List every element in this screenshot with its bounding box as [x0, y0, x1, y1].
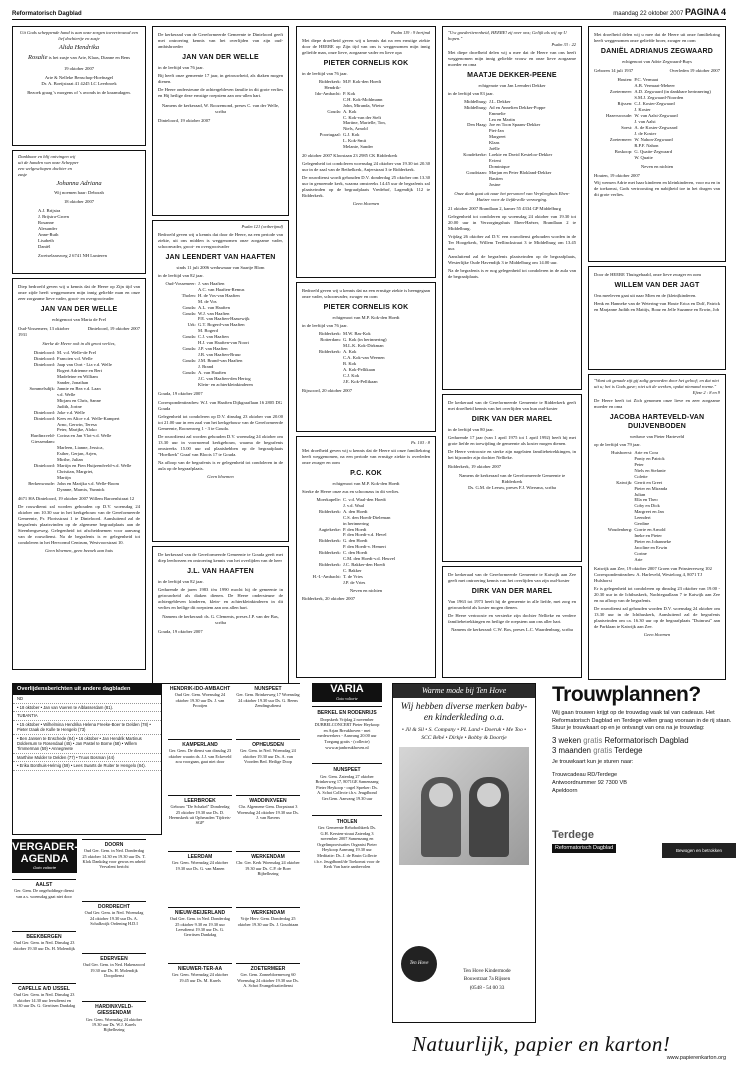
agenda-item: EDERVEEN Oud Ger. Gem. in Ned. Hakenzoord 19.30 uur Ds. H. Molendijk Doopdienst — [82, 953, 146, 978]
church-notice-van-der-marel-ridderkerk: De kerkeraad van de Gereformeerde Gemeente te Ridderkerk geeft met droefheid kennis van het overlijden van hun oud-koster DIRK VAN DER MAREL in de leeftijd van 80 jaar. Gedurende 17 jaar (van 1 april 1975 tot 1 april 1992) heeft hij met grote liefde en toewijding de gemeente als koster mogen dienen. De Heere vertrooste en sterke zijn nagelaten familiebetrekkingen, in het bijzonder zijn dochter Nellieke. Ridderkerk, 19 oktober 2007 Namens de kerkeraad van de Gereformeerde Gemeente te Ridderkerk Ds. G.M. de Leeuw, preses F.J. Wiersma, scriba — [442, 394, 582, 562]
obituary-line: ND — [13, 695, 161, 703]
death-notice-harteveld: "Want uit genade zijt gij zalig geworden door het geloof; en dat niet uit u; het is Gods gave; niet uit de werken, opdat niemand roeme." Efeze 2 : 8 en 9 De Heere heeft tot Zich genomen onze lieve en zeer zorgzame moeder en oma JACOBA HARTEVELD-VAN DUIJVENBODEN weduwe van Pieter Harteveld op de leeftijd van 79 jaar. Huisboerst: Arie en Cora Ponty en Patrick Peter Niels en Stefanie Colette Katwijk: Gerrit en Greet Pieter en Miranda Julian Ella en Theo Coby en Dick Margreet en Jan Leendert Gerdine Woudenberg: Corrie en Arnold Ineke en Pieter Pieter en Johanneke Jacoline en Erwin Corine Arie Katwijk aan Zee, 19 oktober 2007 Groen van Prinstererweg 102 Correspondentieadres: A. Harleveld, Westeloog 4, 8071 TJ Hulshorst Er is gelegenheid tot condoleren op dinsdag 23 oktober van 19.00 - 20.30 uur in de Ichthuskerk, Nachtegaallaan 7 te Katwijk aan Zee en na afloop van de begrafenis. De rouwdienst zal gehouden worden D.V. woensdag 24 oktober om 13.30 uur in de Ichthuskerk, Aansluitend zal de begrafenis plaatsvinden om ca. 16.30 uur op de begraafplaats "Duinrust" aan de Parklaan te Katwijk aan Zee. Geen bloemen — [588, 374, 726, 680]
family-row: J. Koster — [634, 106, 651, 112]
family-row: Dinteloord: Kees en Alice v.d. Welle-Kampert — [33, 415, 120, 421]
child-name: Alida Hendrika — [58, 43, 100, 51]
death-notice-pc-kok: Ps. 103 : 8 Met droefheid geven wij u kennis dat de Heere uit onze familiekring heeft weggenomen, na een periode van ernstige ziekte is overleden onze zwager en oom P.C. KOK echtgenoot van M.P. Kok-den Hoedt Sterke de Heere onze zus en schoonzus in dit verlies. Moerkapelle: C. v.d. Waal-den Hoedt J. v.d. Waal Ridderkerk: A. den Hoedt C.S. den Hoedt-Dieleman in herinnering Aagtekerke: P. den Hoedt P. den Hoedt-v.d. Hevel Ridderkerk: G. den Hoedt P. den Hoedt-v. Hemert Ridderkerk: C. den Hoedt C.M. den Hoedt-v.d. Heuvel Ridderkerk: J.C. Bakker-den Hoedt C. Bakker H.-I.-Ambacht: T. de Vries J.P. de Vries Neven en nichten Ridderkerk, 20 oktober 2007 — [296, 436, 436, 678]
family-row: Aagtekerke: P. den Hoedt — [318, 526, 367, 532]
family-row: Sander, Jonathan — [57, 379, 89, 385]
family-row: J. Brand — [198, 364, 214, 370]
family-row: Gouda: W.J. van Haaften — [182, 310, 230, 316]
obituary-line: • Erika Bonthuis-Helmig (59) • Lees Swarts de Ruiter te Hengelo (84). — [13, 762, 161, 770]
family-row: Dyanne, Marnix, Yunnick — [57, 487, 105, 493]
family-row: Hazerswoude: W. van Aalst-Zegwaard — [606, 112, 678, 118]
family-row: J.E. Kok-Pellikaan — [342, 378, 378, 384]
family-row: Julian — [634, 491, 646, 497]
paper-url: www.papierenkarton.org — [666, 1055, 726, 1061]
family-list — [18, 350, 140, 493]
family-row: Esther, Gerjan, Arjen, — [57, 451, 98, 457]
family-row: Houten: P.C. Vermaat — [617, 76, 659, 82]
list-item: J. Brijstra-Groen — [38, 214, 69, 220]
family-row: Dinteloord: Martijn en Fien Huijzendveld-v.d. Welle — [33, 463, 132, 469]
deceased-name: PIETER CORNELIS KOK — [323, 303, 409, 311]
column-3 — [296, 26, 436, 682]
family-row: Arno, Gerwin, Teresa — [57, 421, 97, 427]
family-row: Ridderkerk: M.P. Kok-den Hoedt — [319, 78, 381, 84]
family-row: Middelburg: Ad en Annelien Dekker-Poppe — [464, 104, 546, 110]
family-row: M. de Vos — [198, 298, 217, 304]
family-row: Leendert — [634, 515, 651, 521]
death-notice-zegwaard: Met droefheid delen wij u mee dat de Heere uit onze familiekring heeft weggenomen onze geliefde broer, zwager en oom DANIËL ADRIANUS ZEGWAARD echtgenoot van Adrie Zegwaard-Buys Geboren 14 juli 1937 Overleden 19 oktober 2007 Houten: P.C. Vermaat A.B. Vermaat-Mebeer Zoetermeer: A.D. Zegwaard (in dankbare herinnering) S.M.J. Zegwaard-Noorden Rijssen: C.J. Koster-Zegwaard J. Koster Hazerswoude: W. van Aalst-Zegwaard J. van Aalst Soest: A. de Koster-Zegwaard J. de Koster Zoetermeer: W. Nahon-Zegwaard R.P.F. Nahon Boskoop: G. Quaite-Zegwaard W. Quaite Neven en nichten Houten, 19 oktober 2007 Wij wensen Adrie met haar kinderen en kleinkinderen, voor nu en in de toekomst, Gods vertroosting en nabijheid toe in het dragen van dit grote verlies. — [588, 26, 726, 262]
deceased-name: DANIËL ADRIANUS ZEGWAARD — [600, 47, 714, 55]
family-row: Dominique — [488, 164, 510, 170]
family-row: Ido-Ambacht: P. Kok — [315, 90, 356, 96]
family-row: S.M.J. Zegwaard-Noorden — [634, 94, 684, 100]
column-2 — [152, 26, 289, 688]
family-row: Soest: A. de Koster-Zegwaard — [621, 124, 678, 130]
family-row: Katwijk: Gerrit en Greet — [616, 479, 663, 485]
death-notice-van-der-jagt: Door de HEERE Thuisgehaald, onze lieve zwager en oom WILLEM VAN DER JAGT Ons meeleven gaat uit naar Mien en de (klein)kinderen. Henk en Hanneke van de Wetering-van Houte Erica en Dolf, Patrick en Marjanne Judith en Mattijs, Boaz en Jelle Suzanne en Erwin, Job — [588, 266, 726, 370]
bewogen-banner: Bewogen en betrokken — [662, 843, 736, 858]
terdege-logo: Terdege Reformatorisch Dagblad — [552, 828, 616, 853]
family-row: Goudriaan: Marjan en Peter Blokland-Dekker — [466, 170, 552, 176]
agenda-item: NIEUWER-TER-AA Ger. Gem. Woensdag 24 oktober 19.45 uur Ds. M. Karels — [168, 963, 232, 983]
family-row: C.H. Kok-Mohlmann — [342, 96, 383, 102]
bottom-section — [12, 683, 732, 1061]
family-row: J. van Aalst — [634, 118, 656, 124]
family-row: Martijn — [57, 475, 71, 481]
family-list — [302, 497, 430, 587]
family-row: Piet-Jan — [488, 128, 504, 134]
page-date: maandag 22 oktober 2007 PAGINA 4 — [613, 7, 726, 18]
family-row: Ridderkerk: A. den Hoedt — [319, 508, 368, 514]
family-row: P. den Hoedt-v.d. Hevel — [342, 532, 387, 538]
family-row: A.C. van Haaften-Remus — [198, 286, 245, 292]
family-row: Niels, Arnold — [342, 126, 368, 132]
family-row: Mirthe, Julian — [57, 457, 83, 463]
death-notice-kok: Psalm 119 : 9 berijmd Met diepe droefheid geven wij u kennis dat na een ernstige ziekte door de HEERE op Zijn tijd van ons is weggenomen mijn innig geliefde man, onze lieve, zorgzame vader en lieve opa PIETER CORNELIS KOK in de leeftijd van 76 jaar. Ridderkerk: M.P. Kok-den Hoedt Hendrik- Ido-Ambacht: P. Kok C.H. Kok-Mohlmann John, Miranda, Wietse Gouda: A. Kok C. Kok-van der Stelt Martine, Marielle, Ton, Niels, Arnold Poortugaal: G.J. Kok L. Kok-Smit Melanie, Sander 20 oktober 2007 Kloostaan 23 2985 CK Ridderkerk Gelegenheid tot condoleren woensdag 24 oktober van 19.30 tot 20.30 uur in de zaal van de Bethelkerk, Anjerstraat 3 te Ridderkerk. De rouwdienst wordt gehouden D.V. donderdag 25 oktober om 13.30 uur in genoemde kerk, waarna omstreeks 14.45 uur de begrafenis zal plaatsvinden op de begraafplaats Vredehof, Lagendijk 112 te Ridderkerk. Geen bloemen — [296, 26, 436, 278]
family-row: Emmelie — [488, 110, 506, 116]
family-row: J.B. van Haaften-Bruur — [198, 352, 241, 358]
list-item: A.J. Brijstra — [38, 208, 61, 214]
agenda-item: DOORN Oud Ger. Gem. in Ned. Donderdag 25 oktober 14.30 en 19.30 uur Ds. T. Klok Dankdag voor gewas en arbeid Vervalent bericht — [82, 839, 146, 870]
family-row: P. den Hoedt-v. Hemert — [342, 544, 386, 550]
family-row: R.P.F. Nahon — [634, 142, 659, 148]
family-row: Tholen: H. de Vos-van Haaften — [181, 292, 240, 298]
family-row: Gouda: A.L. van Haaften — [182, 304, 230, 310]
family-row: Madeleine en William — [57, 373, 98, 379]
ten-hove-logo: Ten Hove — [401, 946, 437, 982]
agenda-item: WERKENDAM Vrije Herv. Gem. Donderdag 25 oktober 19.30 uur Ds. J. Goudriaan — [236, 907, 300, 927]
column-4 — [442, 26, 582, 682]
church-notice-van-haaften: De kerkeraad van de Gereformeerde Gemeente te Gouda geeft met diep leedwezen en ontroering kennis van het overlijden van de heer J.L. VAN HAAFTEN in de leeftijd van 82 jaar. Gedurende de jaren 1983 t/m 1990 mocht hij de gemeente in getrouwheid als diaken dienen. De Heere ondersteune de achtergebleven kinderen, klein- en achterkleinkinderen in dit verlies en heilige dit roepstem aan ons allen hart. Namens de kerkeraad: ds. G. Clements, preses J.P. van der Bas, scriba Gouda, 19 oktober 2007 — [152, 546, 289, 684]
birth-notice-johanna: Dankbaar en blij ontvingen wij uit de handen van onze Schepper een welgeschapen dochter en zusje Johanna Adriana Wij noemen haar: Deborah 18 oktober 2007 A.J. Brijstra J. Brijstra-Groen Rosanne Alexander Anne-Ruth Lisabeth Daniël Zwetselaarsweg 2 6741 NH Lunteren — [12, 150, 146, 274]
family-row: Christian, Margriet, — [57, 469, 94, 475]
agenda-item: DORDRECHT Oud Ger. Gem. in Ned. Woensdag 24 oktober 19.30 uur Ds. A. Schalkwijk Ordening H.D.I — [82, 901, 146, 926]
varia-section: VARIA Goto voltorte BERKEL EN RODENRIJS Dorpskerk Vrijdag 2 november DUBBELCONCERT Pieter Heykoop en Arjan Breukhoven - met medewerkers - Aanvang 20.00 uur Toegang gratis - (collecte) www.arjanbreukhoven.nl NUNSPEET Ger. Gem. Zaterdag 27 oktober Brinkerweg 17, 8071GE Samenzang Pieter Heykoop - orgel Spreker: Ds. A. Schot Collecte t.b.v. Jeugdbond Ger.Gem. Aanvang 19.30 uur THOLEN Ger. Gemeente Rehobothkerk Ds. G.H. Kersten-straat Zaterdag 3 november 2007 Samenzang en Orgelimprovisaties Organist Pieter Heykoop Aanvang 19.30 uur Meditatie: Ds. J. de Bruin Collecte t.b.v. Jeugdbond/de Toekomst voor de Kerk Van harte aanbevolen — [312, 683, 382, 1023]
family-row: Margreet — [488, 134, 506, 140]
deceased-name: DIRK VAN DER MAREL — [471, 587, 553, 595]
family-row: Dinteloord: Francien v.d. Welle — [33, 355, 93, 361]
family-row: A. Kok-Pellikaan — [342, 366, 376, 372]
agenda-item: HENDRIK-IDO-AMBACHT Oud Ger. Gem. Woensdag 24 oktober 19.30 uur Ds. J. van Prooijen — [168, 683, 232, 708]
family-row: Ridderkerk: J.C. Bakker-den Hoedt — [319, 562, 385, 568]
varia-item: NUNSPEET Ger. Gem. Zaterdag 27 oktober Brinkerweg 17, 8071GE Samenzang Pieter Heykoop - orgel Spreker: Ds. A. Schot Collecte t.b.v. Jeugdbond Ger.Gem. Aanvang 19.30 uur — [312, 763, 382, 804]
obituary-line: • Ben Jansen te Enschede (84) • 16 oktober • Jan Hendrik Martinus Doldersum te Rosendaal (45) • Jan Pastel te Borne (58) • Willem Timmerman (59) • Annegreete — [13, 735, 161, 754]
family-row: P.E. van Haaften-Haasewijk — [198, 316, 250, 322]
list-item: Lisabeth — [38, 238, 54, 244]
family-row: Moerkapelle: C. v.d. Waal-den Hoedt — [316, 496, 386, 502]
death-notice-kok-family: Bedroefd geven wij u kennis dat na een ernstige ziekte is heengegaan onze vader, schoonvader, zwager en oom PIETER CORNELIS KOK echtgenoot van M.P. Kok-den Hoedt in de leeftijd van 76 jaar. Ridderkerk: M.W. Bas-Kok Rotterdam: G. Kok (in herinnering) M.L.K. Kok-Dirkman Ridderkerk: A. Kok C.A. Kok-van Weenen B. Kok A. Kok-Pellikaan C.J. Kok J.E. Kok-Pellikaan Rijssoord, 20 oktober 2007 — [296, 282, 436, 432]
family-row: C. Bakker — [342, 568, 362, 574]
family-row: Corine — [634, 551, 647, 557]
family-row: Koudekerke: Loekie en David Kesteloo-Dekker — [463, 152, 553, 158]
list-item: Daniël — [38, 244, 51, 250]
paper-slogan: Natuurlijk, papier en karton! — [412, 1032, 671, 1056]
family-row: Bogert Adrienne en Bert — [57, 367, 103, 373]
family-row: Josine — [488, 182, 501, 188]
family-row: Ineke en Pieter — [634, 533, 662, 539]
family-row: Judith, Jorine — [57, 403, 82, 409]
ten-hove-advertisement: Warme mode bij Ten Hove Wij hebben diverse merken baby- en kinderkleding o.a. • Jil & Sil • S. Company • PL Land • Doeruk • Me Too • SCC Bébé • Dirkje • Bobby & Doortje Ten Hove Ten Hove Kindermode Bouwstraat 7a Rijssen (0548 - 54 00 33 — [392, 683, 536, 1023]
agenda-item: LEERDAM Ger. Gem. Woensdag 24 oktober 19.30 uur Ds. G. van Manen — [168, 851, 232, 871]
family-row: Lea en Martin — [488, 116, 515, 122]
family-row: Melanie, Sander — [342, 144, 374, 150]
child-name: Johanna Adriana — [56, 179, 102, 187]
family-row: Joëlle — [488, 146, 500, 152]
family-row: John, Miranda, Wietse — [342, 102, 385, 108]
family-row: H.J. van Haaften-van Noort — [198, 340, 249, 346]
family-row: Pieter en Miranda — [634, 485, 668, 491]
birth-notice-alida: Uit Gods scheppende hand is aan onze zorgen toevertrouwd een lief dochtertje en zusje Alida Hendrika Rosalie is het zusje van Arie, Klaas, Dianne en Bens 19 oktober 2007 Arie & Nelleke Benschop-Hoefnagel Dr. A. Boeijstraat 41 4245 LC Leerbroek Bezoek graag 's morgens of 's avonds in de kraamdagen. — [12, 26, 146, 146]
family-row: Ponty en Patrick — [634, 455, 665, 461]
death-notice-van-der-welle: Diep bedroefd geven wij u kennis dat de Heere op Zijn tijd van onze zijde heeft weggenomen mijn innig geliefde man en onze zeer zorgzame lieve vader, groot- en overgrootvader JAN VAN DER WELLE echtgenoot van Maria de Frel Oud-Vossemeer, 13 oktober 1931 Dinteloord, 19 oktober 2007 Sterke de Heere ook in dit groot verlies, Dinteloord: M. v.d. Welle-de Frel Dinteloord: Francien v.d. Welle Dinteloord: Jaap van Oort - Lia v.d. Welle Bogert Adrienne en Bert Madeleine en William Sander, Jonathan Sommelsdijk: Jannie en Bea v.d. Laan v.d. Welle Mirjam en Chris, Sanne Judith, Jorine Dinteloord: Joke v.d. Welle Dinteloord: Kees en Alice v.d. Welle-Kampert Arno, Gerwin, Teresa Peter, Marijke, Aloko Hardinxveld-Giessendam: Corina en Jan Vlot-v.d. Welle Marleen, Lianne, Jessica, Esther, Gerjan, Arjen, Mirthe, Julian Dinteloord: Martijn en Fien Huijzendveld-v.d. Welle Christian, Margriet, Martijn Berkenwoude: John en Marijka v.d. Welle-Boom Dyanne, Marnix, Yunnick 4671 HA Dinteloord, 19 oktober 2007 Willem Baroenlstraat 12 De rouwdienst zal worden gehouden op D.V. woensdag 24 oktober om 10.30 uur in het kerkgebouw van de Gereformeerde Gemeente, Pr. Florisstraat 1 te Dinteloord. Aansluitend zal de begrafenis plaatsvinden op de algemene begraafplaats aan de Steenbergseweg. Gelegenheid tot afscheidnemen voor aanvang van de rouwdienst. Na de begrafenis is er gelegenheid tot condoleren in het Hervormd Centrum, Westvoorstraat 10. Geen bloemen, geen bezoek aan huis — [12, 278, 146, 670]
family-row: Bastien — [488, 176, 503, 182]
family-names — [18, 208, 140, 250]
ad-title: Trouwplannen? — [552, 683, 701, 706]
death-notice-van-haaften: Psalm 121 (ortberijmd) Bedroefd geven wij u kennis dat door de Heere, na een periode van ziekte, uit ons midden is weggenomen onze zorgzame vader, schoonvader, groot- en overgrootvader JAN LEENDERT VAN HAAFTEN sinds 11 juli 2006 weduwnaar van Saartje Blom in de leeftijd van 82 jaar. Oud-Vossemeer: J. van Haaften A.C. van Haaften-Remus Tholen: H. de Vos-van Haaften M. de Vos Gouda: A.L. van Haaften Gouda: W.J. van Haaften P.E. van Haaften-Haasewijk Urk: G.T. Bogerd-van Haaften M. Bogerd Gouda: C.J. van Haaften H.J. van Haaften-van Noort Gouda: J.P. van Haaften J.B. van Haaften-Bruur Gouda: J.M. Brand-van Haaften J. Brand Gouda: A. van Haaften J.C. van Haaften-den Hertog Klein- en achterkleinkinderen Gouda, 19 oktober 2007 Correspondentieadres: W.J. van Haaften Dijkgraaflaan 16 2805 DG Gouda Gelegenheid tot condoleren op D.V. dinsdag 23 oktober van 20.00 tot 21.00 uur in een zaal van het kerkgebouw van de Gereformeerde Gemeente, Roosenweg 1 - 3 te Gouda. De rouwdienst zal worden gehouden D.V. woensdag 24 oktober om 13.30 uur in voornoemd kerkgebouw, waarna de begrafenis omstreeks 15.00 uur zal plaatshebben op de begraafplaats "Hoefkerk" Graaf van Bloois 17 te Gouda. Na afloop van de begrafenis is er gelegenheid tot condoleren in de aula op de begraafplaats. Geen bloemen — [152, 220, 289, 542]
family-list — [594, 450, 720, 563]
family-row: Poortugaal: G.J. Kok — [319, 132, 360, 138]
deceased-name: JAN VAN DER WELLE — [182, 53, 259, 61]
family-row: Pieter en Johanneke — [634, 539, 672, 545]
family-row: Berkenwoude: John en Marijka v.d. Welle-Boom — [28, 481, 120, 487]
family-row: Colette — [634, 473, 648, 479]
family-row: Martine, Marielle, Ton, — [342, 120, 386, 126]
family-row: Dinteloord: Jaap van Oort - Lia v.d. Welle — [33, 361, 112, 367]
family-row: Rijssen: C.J. Koster-Zegwaard — [617, 100, 675, 106]
family-row: B. Kok — [342, 360, 357, 366]
family-row: Rotterdam: G. Kok (in herinnering) — [320, 336, 387, 342]
family-row: Gouda: A. van Haaften — [182, 370, 226, 376]
family-list — [448, 99, 576, 189]
family-row: J. de Koster — [634, 130, 657, 136]
family-list — [302, 331, 430, 385]
deceased-name: JAN LEENDERT VAN HAAFTEN — [165, 253, 276, 261]
family-row: Ella en Theo — [634, 497, 658, 503]
family-row: Hendrik- — [324, 84, 341, 90]
family-row: Ridderkerk: M.W. Bas-Kok — [319, 330, 371, 336]
agenda-item: BEEKBERGEN Oud Ger. Gem. in Ned. Dinsdag 23 oktober 19.30 uur Ds. H. Molendijk — [12, 931, 76, 951]
family-row: L. Kok-Smit — [342, 138, 367, 144]
family-row: Ridderkerk: A. Kok — [319, 348, 357, 354]
obituary-line: • 18 oktober • Jan van Vueren te Alblasserdam (81). — [13, 704, 161, 712]
agenda-item: KAMPERLAND Ger. Gem. De dienst van dinsdag 23 oktober waarin ds. J.J. van Eckeveld zou voorgaan, gaat niet door — [168, 739, 232, 764]
trouwplannen-advertisement: Trouwplannen? Wij gaan trouwen krijgt op de trouwdag vaak tal van cadeaus. Het Reformatorisch Dagblad en Terdege willen graag vooraan in de rij staan. Stuur je trouwkaart op en je ontvangt van ons na je trouwdag: 3 weken gratis Reformatorisch Dagblad 3 maanden gratis Terdege Je trouwkaart kun je sturen naar: Trouwcadeau RD/Terdege Antwoordnummer 92 7300 VB Apeldoorn — [548, 683, 738, 861]
agenda-item: LEERBROEK Gebouw "De Schakel" Donderdag 25 oktober 19.30 uur Ds. D. Heemskerk uit Opheusden 'Tijdreis-SGP' — [168, 795, 232, 826]
agenda-item: ZOETERMEER Ger. Gem. Zonnebloemeweg 60 Woensdag 24 oktober 19.30 uur Ds. A. Schot Evangelisatiedienst — [236, 963, 300, 988]
family-row: J.C. van Haaften-den Hertog — [198, 376, 251, 382]
family-row: Ridderkerk: G. den Hoedt — [319, 538, 368, 544]
family-row: Evieni — [488, 158, 501, 164]
family-row: Jacoline en Erwin — [634, 545, 668, 551]
obituary-line: • 15 oktober • Wilhelmina Hendrika Helena Freeke-Boer te Delden (78) • Pieter Izaak de Kulle te Hengelo (73) — [13, 721, 161, 735]
family-row: Margreet en Jan — [634, 509, 664, 515]
family-row: Peter, Marijke, Aloko — [57, 427, 97, 433]
section-title: Overlijdensberichten uit andere dagbladen — [13, 684, 161, 695]
list-item: Rosanne — [38, 220, 54, 226]
deceased-name: P.C. KOK — [350, 469, 382, 477]
agenda-item: AALST Ger. Gem. De ongeholdinge dienst van a.s. woensdag gaat niet door — [12, 879, 76, 899]
family-row: C.M. den Hoedt-v.d. Heuvel — [342, 556, 396, 562]
deceased-name: WILLEM VAN DER JAGT — [614, 281, 700, 289]
deceased-name: MAATJE DEKKER-PEENE — [467, 71, 557, 79]
obituary-line: Marthine Mulder te Delden (77) • Truus Bosman (44) — [13, 754, 161, 762]
family-row: Mirjam en Chris, Sanne — [57, 397, 101, 403]
family-row: Woudenberg: Corrie en Arnold — [607, 527, 666, 533]
family-row: W. Quaite — [634, 154, 653, 160]
family-row: Gouda: C.J. van Haaften — [182, 334, 229, 340]
family-row: H.-I.-Ambacht: T. de Vries — [312, 574, 363, 580]
church-notice-van-der-welle: De kerkeraad van de Gereformeerde Gemeente te Dinteloord geeft met ontroering kennis van het overlijden van zijn oud-ambtsbroeder JAN VAN DER WELLE in de leeftijd van 76 jaar. Bij heeft onze gemeente 17 jaar, in getrouwheid, als diaken mogen dienen. De Heere ondersteune de achtergebleven familie in dit grote verlies en Hij heilige deze ernstige roepstem aan ons-allen hart. Namens de kerkeraad, W. Roozemond, preses C. van der Welle, scriba Dinteloord, 19 oktober 2007 — [152, 26, 289, 216]
agenda-item: OPHEUSDEN Ger. Gem. in Ned. Woensdag 24 oktober 19.30 uur Ds. A. van Voorden Bed. Heilige Doop — [236, 739, 300, 764]
family-row: v.d. Welle — [57, 391, 76, 397]
family-row: Coby en Dick — [634, 503, 660, 509]
family-row: Gouda: J.M. Brand-van Haaften — [182, 358, 243, 364]
family-row: Hardinxveld-Giessendam: Corina en Jan Vlot-v.d. Welle — [30, 433, 112, 445]
family-row: Middelburg: J.L. Dekker — [464, 98, 511, 104]
family-row: Marleen, Lianne, Jessica, — [57, 445, 104, 451]
family-row: C.J. Kok — [342, 372, 360, 378]
family-row: Huisboerst: Arie en Cora — [611, 449, 659, 455]
deceased-name: J.L. VAN HAAFTEN — [187, 567, 254, 575]
family-row: Dinteloord: M. v.d. Welle-de Frel — [33, 349, 97, 355]
family-row: Sommelsdijk: Jannie en Bea v.d. Laan — [29, 385, 101, 391]
family-row: C.A. Kok-van Weenen — [342, 354, 385, 360]
agenda-item: NUNSPEET Ger. Gem. Brinkerweg 17 Woensdag 24 oktober 19.30 uur Ds. G. Beens Zendingsdienst — [236, 683, 300, 708]
family-row: Peter — [634, 461, 644, 467]
agenda-item: NIEUW-BEIJERLAND Oud Ger. Gem. in Ned. Donderdag 25 oktober 9.30 en 19.30 uur Leesdienst 19.30 uur Ds. G. Gerritsen Dankdag — [168, 907, 232, 938]
nickname: Rosalie — [27, 54, 48, 62]
paper-name: Reformatorisch Dagblad — [12, 11, 82, 18]
family-row: Gouda: J.P. van Haaften — [182, 346, 228, 352]
family-row: M.L.K. Kok-Dirkman — [342, 342, 384, 348]
family-list — [158, 281, 283, 388]
church-notice-van-der-marel-katwijk: De kerkeraad van de Gereformeerde Gemeente te Katwijk aan Zee geeft met ontroering kennis van het overlijden van zijn oud-koster DIRK VAN DER MAREL Van 1963 tot 1973 heeft hij de gemeente in alle liefde, met zorg en getrouwheid als koster mogen dienen. De Heere vertrooste en versterke zijn dochter Nellieke en verdere familiebetrekkingen en heilige de roepstem aan ons aller hart. Namens de kerkeraad: C.W. Bos, preses L.C. Waardenburg, scriba — [442, 566, 582, 678]
family-row: Klein- en achterkleinkinderen — [198, 382, 253, 388]
varia-item: BERKEL EN RODENRIJS Dorpskerk Vrijdag 2 november DUBBELCONCERT Pieter Heykoop en Arjan Breukhoven - met medewerkers - Aanvang 20.00 uur Toegang gratis - (collecte) www.arjanbreukhoven.nl — [312, 706, 382, 753]
deceased-name: PIETER CORNELIS KOK — [323, 59, 409, 67]
family-row: in herinnering — [342, 520, 369, 526]
obituaries-other-papers — [12, 683, 162, 835]
family-row: Dinteloord: Joke v.d. Welle — [33, 409, 85, 415]
deceased-name: JAN VAN DER WELLE — [40, 305, 118, 313]
family-row: Niels en Stefanie — [634, 467, 666, 473]
verse: Uit Gods scheppende hand is aan onze zorgen toevertrouwd een lief dochtertje en zusje — [20, 30, 138, 41]
family-row: Klaas — [488, 140, 500, 146]
deceased-name: DIRK VAN DER MAREL — [471, 415, 553, 423]
agenda-item: HARDINXVELD-GIESSENDAM Ger. Gem. Woensdag 24 oktober 19.30 uur Ds. W.J. Karels Bijbellezing — [82, 1001, 146, 1033]
family-row: J. v.d. Waal — [342, 502, 365, 508]
agenda-item: WERKENDAM Chr. Ger. Kerk Woensdag 24 oktober 19.30 uur Ds. C.P. de Boer Bijbellezing — [236, 851, 300, 876]
family-row: A.B. Vermaat-Mebeer — [634, 82, 675, 88]
list-item: Anne-Ruth — [38, 232, 59, 238]
deceased-name: JACOBA HARTEVELD-VAN DUIJVENBODEN — [609, 413, 705, 430]
family-row: Gerdine — [634, 521, 650, 527]
family-row: Boskoop: G. Quaite-Zegwaard — [614, 148, 673, 154]
varia-item: THOLEN Ger. Gemeente Rehobothkerk Ds. G.H. Kersten-straat Zaterdag 3 november 2007 Samenzang en Orgelimprovisaties Organist Pieter Heykoop Aanvang 19.30 uur Meditatie: Ds. J. de Bruin Collecte t.b.v. Jeugdbond/de Toekomst voor de Kerk Van harte aanbevolen — [312, 815, 382, 873]
family-row: C.S. den Hoedt-Dieleman — [342, 514, 391, 520]
family-list — [302, 79, 430, 151]
family-row: Zoetermeer: W. Nahon-Zegwaard — [609, 136, 673, 142]
column-1 — [12, 26, 146, 674]
obituary-line: TUBANTIA — [13, 712, 161, 720]
family-row: Den Haag: Joe en Toon Spaans-Dekker — [467, 122, 541, 128]
family-row: C. Kok-van der Stelt — [342, 114, 381, 120]
agenda-item: WADDINXVEEN Chr. Algemene Gem. Dorpstraat 3 Woensdag 24 oktober 19.30 uur Ds. J. van Ravens — [236, 795, 300, 820]
family-row: Urk: G.T. Bogerd-van Haaften — [187, 322, 245, 328]
death-notice-dekker-peene: "Uw goedertierenheid, HEERE! zij over ons; Gelijk als wij op U hopen." Psalm 33 : 22 Met diepe droefheid delen wij u mee dat de Heere van ons heeft weggenomen mijn innig geliefde vrouw en onze lieve zorgzame moeder en oma MAATJE DEKKER-PEENE echtgenote van Jan Leendert Dekker in de leeftijd van 83 jaar. Middelburg: J.L. Dekker Middelburg: Ad en Annelien Dekker-Poppe Emmelie Lea en Martin Den Haag: Joe en Toon Spaans-Dekker Piet-Jan Margreet Klaas Joëlle Koudekerke: Loekie en David Kesteloo-Dekker Evieni Dominique Goudriaan: Marjan en Peter Blokland-Dekker Bastien Josine Onze dank gaat uit naar het personeel van Verpleeghuis Eben-Haëzer voor de liefdevolle verzorging. 21 oktober 2007 Brandlaan 2, kamer 55 4334 GP Middelburg Gelegenheid tot condoleren op woensdag 24 oktober van 19.30 tot 20.00 uur in Verzorgingshuis Eben-Haëzer, Brandlaan 2 te Middelburg. Vrijdag 26 oktober zal D.V. een rouwdienst gehouden worden in de Ter Hoogekerk, Willem Teellinckstraat 3 te Middelburg om 13.45 uur. Aansluitend zal de begrafenis plaatsvinden op de begraafplaats, Westerlijke Oude Havendijk 3 te Middelburg om 14.00 uur. Na de begrafenis is er nog gelegenheid tot condoleren in de aula van de begraafplaats. — [442, 26, 582, 390]
family-row: M. Bogerd — [198, 328, 218, 334]
family-row: Oud-Vossemeer: J. van Haaften — [165, 280, 225, 286]
family-row: J.P. de Vries — [342, 580, 366, 586]
family-row: Zoetermeer: A.D. Zegwaard (in dankbare herinnering) — [609, 88, 711, 94]
list-item: Alexander — [38, 226, 58, 232]
children-photo — [399, 747, 529, 865]
family-row: Arie — [634, 557, 643, 563]
family-list — [594, 77, 720, 161]
family-row: Gouda: A. Kok — [327, 108, 357, 114]
vergader-agenda-banner: VERGADER-AGENDA Goto voltorte — [12, 839, 77, 873]
family-row: Ridderkerk: C. den Hoedt — [319, 550, 368, 556]
agenda-item: CAPELLE A/D IJSSEL Oud Ger. Gem. in Ned. Dinsdag 23 oktober 14.30 uur leesdienst en 19.30 uur Ds. G. Gerritsen Dankdag — [12, 983, 76, 1008]
page-header — [12, 6, 726, 20]
column-5 — [588, 26, 726, 684]
